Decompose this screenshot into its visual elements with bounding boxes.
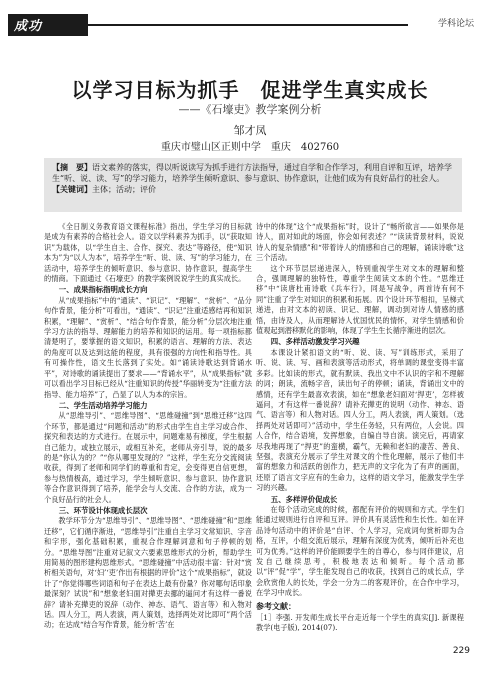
- section-heading: 一、成果指标指明成长方向: [58, 285, 148, 295]
- section-heading: 三、环节设计体现成长层次: [58, 505, 148, 515]
- paragraph: 《全日制义务教育语文课程标准》指出，学生学习的目标就是成为有素养的合格社会人。语文以学科素养为抓手，以“获取知识”为载体，以“学生自主、合作、探究、表达”等路径，使“知识本为”为“以人为本”，培养学生“听、说、读、写”的学习能力，在活动中，培养学生的倾听意识、参与意识、协作意识，提高学生的情商。下面通过《石壕吏》的教学案例说说学生的真实成长。: [44, 222, 252, 284]
- page-number: 229: [452, 646, 470, 656]
- keywords-label: 【关键词】: [52, 185, 92, 194]
- paragraph: 从“成果指标”中的“通读”、“识记”、“理解”、“赏析”、“品分句作背景，能分析”可看出，“通读”、“识记”注重适感结再和知识积累，“理解”、“赏析”、“结合句作背景，能分析”分层次地注重学习方法的指导、理解能力的培养和知识的运用。每一项指标都清楚明了，要掌握的语文知识，积累的语言、理解的方法、表达的角度可以及达到这能的程度，具有很强的方向性和指导性。具有可操作性，语文生长落到了实处。如“诵读诗歌达到背诵水平”，对诗歌的诵读提出了要求——“背诵水平”，从“成果指标”就可以看出学习目标已经从“注重知识的传授”华丽转变为“注重方法指导、能力培养”了，凸显了以人为本的宗旨。: [44, 295, 252, 399]
- abstract-label: 【摘 要】: [52, 163, 92, 172]
- section-heading: 四、多样活动激发学习兴趣: [270, 337, 360, 347]
- body-column-right: [256, 222, 464, 634]
- paragraph: 这个环节层层递进深入，特别重视学生对文本的理解和整合，强调理解的独特性，尊重学生阅读文本的个性。“思维迁移”中“读唐杜甫诗歌《兵车行》，同是写战争，两首诗有何不同”注重了学生对知识的积累和拓展。四个设计环节相扣，呈梯式递进，由对文本的初读、识记、理解，调动到对诗人情感的感悟，由诗及人，从而理解诗人忧国忧民的情怀，对学生情感和价值观起到潜移默化的影响，体现了学生生长循序渐进的层次。: [256, 263, 464, 336]
- body-column-left: [44, 222, 252, 631]
- section-label: 学科论坛: [437, 19, 474, 29]
- section-heading: 二、学生活动培养学习能力: [58, 400, 148, 410]
- section-heading: 五、多样评价促成长: [270, 494, 338, 504]
- reference-item: ［1］李强. 开发师生成长平台走近每一个学生的真实[J]. 新课程教学(电子版), 2014(07).: [256, 613, 464, 633]
- references-heading: 参考文献：: [256, 601, 296, 611]
- journal-logo-text: 成功: [14, 19, 43, 34]
- paragraph: 本课设计紧扣语文的“听、说、读、写”训练形式，采用了听、说、读、写、画和表演等活动形式，将单调的课堂变得丰富多彩。比如读的形式，就有默读、我出文中不认识的字和不理解的词；朗读，流畅字音，读出句子的停顿；诵读，背诵出文中的感情，还有学生最喜欢表演，如在“想象老妇面对‘捍吏’，怎样被逼问，才有这样一番说辞？请补充撵吏的说明（动作、神态、语气、语言等）和人物对话。四人分工，两人表演，两人策划。（选择两处对话即可）”活动中，学生任务轻，只有两位，人会说。四人合作，结合语境，发挥想象，自编自导自演。演完后，再请家尽我地再现了“捍吏”的蛮横，霸气，无赖和老妇的凄苦、善良、坚强，表演充分展示了学生对课文的个性化理解，展示了他们丰富的想象力和活跃的创作力，把无声的文字化为了有声的画面，还原了语言文字应有的生命力，这样的语文学习，能激发学生学习的兴趣。: [256, 347, 464, 493]
- article-author: 邹才凤: [233, 124, 267, 137]
- paragraph: 教学环节分为“思维导引”、“思维导图”、“思维碰撞”和“思维迁移”，它们循序渐进，“思维导引”注重自主学习文常知识、字音和字形，强化基础积累，重视合作理解词意和句子停顿的划分。“思维导图”注重对记叙文六要素思维形式的分析，帮助学生用简易的图形建构思维形式。“思维碰撞”中活动很丰富：针对“赏析相关语句，对‘妇’‘吏’作出有根据的评价”这个“成果指标”，就设计了“你觉得哪些词语和句子在表达上最有份量？你对哪句话印象最深刻？试说”和“想象老妇面对撵吏去挪的逼问才有这样一番说辞？请补充撵吏的说辞（动作、神态、语气、语言等）和入物对话。四人分工，两人表演，两人策划，选择两处对比即可”两个活动；在达成“结合写作背景，能分析‘苦’在: [44, 516, 252, 630]
- header-rule: [88, 24, 408, 26]
- paragraph: 诗中的体现”这个“成果指标”时，设计了“畅所欲言——如果你是诗人，面对如此的场面，你会如何表述？”“读读背景材料，说说诗人的复杂情感”和“带着诗人的情感和自己的理解，诵读诗歌”这三个活动。: [256, 222, 464, 263]
- abstract-box: [44, 158, 462, 212]
- abstract-text: 语文素养的落实，得以听说读写为抓手进行方法指导，通过自学和合作学习，利用自评和互评，培养学生“听、说、读、写”的学习能力，培养学生倾听意识、参与意识、协作意识，让他们成为有良好品行的社会人。: [52, 163, 452, 183]
- article-affiliation: 重庆市璧山区正则中学 重庆 402760: [160, 142, 340, 153]
- paragraph: 在每个活动完成的时候，都配有评价的规则和方式。学生们能通过规则进行自评和互评。评价具有灵活性和生长性。如在评品诗句活动中的评价是“自评、个人学习，完成词句赏析即为合格，互评，小组交流后展示，理解有深度为优秀，倾听后补充也可为优秀。”这样的评价能顾要学生的自尊心，参与同伴建议，启发自己继续思考，积极地表达和倾听。每个活动都以“评”促“学”，学生能发现自己的收获，找到自己的成长点，学会欣赏他人的长处，学会一分为二的客观评价，在合作中学习，在学习中成长。: [256, 504, 464, 598]
- article-title: 以学习目标为抓手 促进学生真实成长: [71, 78, 429, 102]
- keywords-text: 主体；活动；评价: [92, 185, 156, 194]
- page-header: [0, 0, 500, 50]
- paragraph: 从“思维导引”、“思维导图”、“思维碰撞”到“思维迁移”这四个环节，都是通过“问题和活动”的形式由学生自主学习或合作、探究和表达的方式进行。在展示中，问题难易有梯度，学生根据自己能力，或独立展示，或相互补充，老师从旁引导，说的最多的是“你认为的？”“你从哪里发现的？”这样，学生充分交流阅读收获，得到了老师和同学们的尊重和肯定，会变得更自信更想，参与热情极高，通过学习，学生倾听意识、参与意识、协作意识等合作意识得到了培养，能学会与人交流、合作的方法，成为一个良好品行的社会人。: [44, 411, 252, 504]
- article-subtitle: ——《石壕吏》教学案例分析: [178, 103, 322, 116]
